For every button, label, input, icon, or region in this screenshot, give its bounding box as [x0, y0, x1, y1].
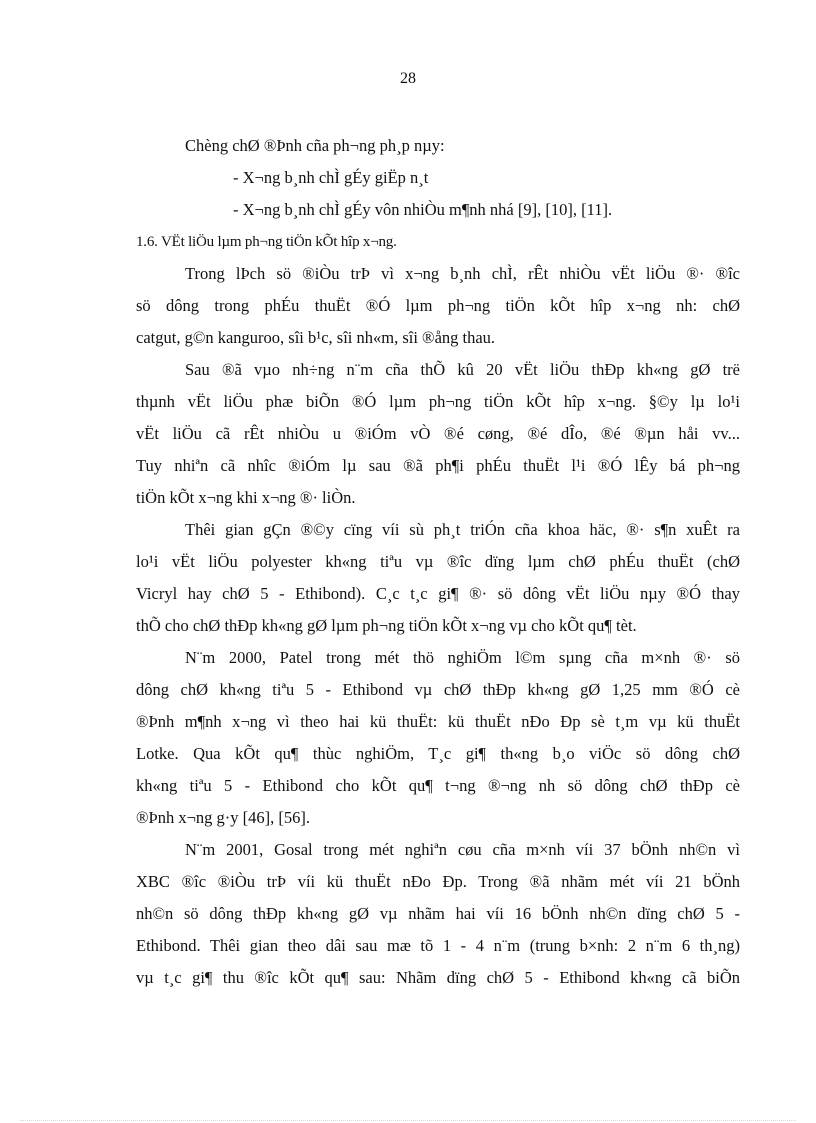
text-line: catgut, g©n kanguroo, sîi b¹c, sîi nh«m, sîi ®ång thau.	[136, 328, 496, 347]
text-line: nh©n sö dông thÐp kh«ng gØ vµ nhãm hai víi 16 bÖnh nh©n dïng chØ 5 -	[136, 904, 740, 923]
text-line: N¨m 2000, Patel trong mét thö nghiÖm l©m sµng cña m×nh ®· sö	[185, 648, 740, 667]
section-heading: 1.6. VËt liÖu lµm ph¬ng tiÖn kÕt hîp x¬ng.	[136, 234, 397, 250]
text-line: sö dông trong phÉu thuËt ®Ó lµm ph¬ng tiÖn kÕt hîp x¬ng nh: chØ	[136, 296, 740, 315]
page-bottom-rule	[20, 1120, 796, 1121]
text-line: Thêi gian gÇn ®©y cïng víi sù ph¸t triÓn cña khoa häc, ®· s¶n xuÊt ra	[185, 520, 740, 539]
text-line: tiÖn kÕt x¬ng khi x¬ng ®· liÒn.	[136, 488, 356, 507]
text-line: Vicryl hay chØ 5 - Ethibond). C¸c t¸c gi¶ ®· sö dông vËt liÖu nµy ®Ó thay	[136, 584, 740, 603]
bullet-line: - X¬ng b¸nh chÌ gÉy vôn nhiÒu m¶nh nhá [9], [10], [11].	[233, 200, 613, 219]
text-line: Ethibond. Thêi gian theo dâi sau mæ tõ 1 - 4 n¨m (trung b×nh: 2 n¨m 6 th¸ng)	[136, 936, 740, 955]
text-line: vµ t¸c gi¶ thu ®îc kÕt qu¶ sau: Nhãm dïng chØ 5 - Ethibond kh«ng cã biÕn	[136, 968, 740, 987]
body-text	[136, 130, 740, 994]
text-line: ®Þnh m¶nh x¬ng vì theo hai kü thuËt: kü thuËt nÐo Ðp sè t¸m vµ kü thuËt	[136, 712, 740, 731]
text-line: Chèng chØ ®Þnh cña ph¬ng ph¸p nµy:	[185, 136, 445, 155]
text-line: XBC ®îc ®iÒu trÞ víi kü thuËt nÐo Ðp. Trong ®ã nhãm mét víi 21 bÖnh	[136, 872, 740, 891]
text-line: Tuy nhiªn cã nhîc ®iÓm lµ sau ®ã ph¶i phÉu thuËt l¹i ®Ó lÊy bá ph¬ng	[136, 456, 740, 475]
text-line: N¨m 2001, Gosal trong mét nghiªn cøu cña m×nh víi 37 bÖnh nh©n vì	[185, 840, 740, 859]
text-line: dông chØ kh«ng tiªu 5 - Ethibond vµ chØ thÐp kh«ng gØ 1,25 mm ®Ó cè	[136, 680, 740, 699]
text-line: vËt liÖu cã rÊt nhiÒu u ®iÓm vÒ ®é cøng, ®é dÎo, ®é ®µn håi vv...	[136, 424, 740, 443]
text-line: Trong lÞch sö ®iÒu trÞ vì x¬ng b¸nh chÌ, rÊt nhiÒu vËt liÖu ®· ®îc	[185, 264, 740, 283]
page-number: 28	[400, 70, 416, 87]
text-line: ®Þnh x¬ng g·y [46], [56].	[136, 808, 310, 827]
text-line: thÕ cho chØ thÐp kh«ng gØ lµm ph¬ng tiÖn kÕt x¬ng vµ cho kÕt qu¶ tèt.	[136, 616, 637, 635]
text-line: thµnh vËt liÖu phæ biÕn ®Ó lµm ph¬ng tiÖn kÕt hîp x¬ng. §©y lµ lo¹i	[136, 392, 740, 411]
text-line: Sau ®ã vµo nh÷ng n¨m cña thÕ kû 20 vËt liÖu thÐp kh«ng gØ trë	[185, 360, 740, 379]
bullet-line: - X¬ng b¸nh chÌ gÉy giËp n¸t	[233, 168, 429, 187]
text-line: lo¹i vËt liÖu polyester kh«ng tiªu vµ ®îc dïng lµm chØ phÉu thuËt (chØ	[136, 552, 740, 571]
text-line: Lotke. Qua kÕt qu¶ thùc nghiÖm, T¸c gi¶ th«ng b¸o viÖc sö dông chØ	[136, 744, 740, 763]
text-line: kh«ng tiªu 5 - Ethibond cho kÕt qu¶ t¬ng ®¬ng nh sö dông chØ thÐp cè	[136, 776, 740, 795]
